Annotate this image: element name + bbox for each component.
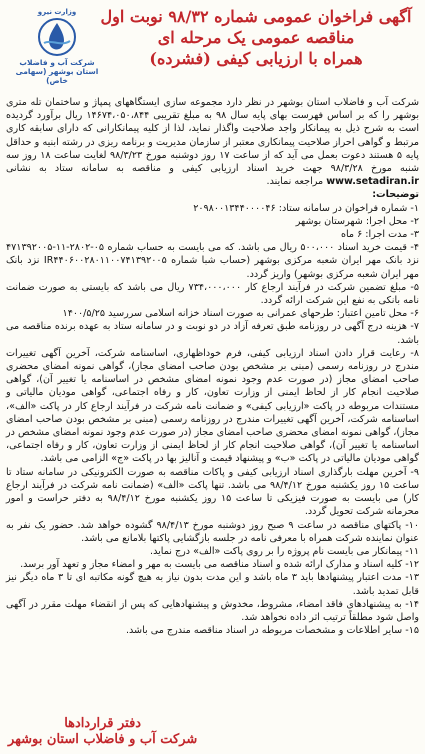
list-item: ۱- شماره فراخوان در سامانه ستاد: ۲۰۹۸۰۰۱۳۴۴۰۰۰۰۴۶ [193, 202, 419, 214]
notes-list [6, 202, 419, 638]
list-item: ۵- مبلغ تضمین شرکت در فرآیند ارجاع کار ۷۳۴،۰۰۰،۰۰۰ ریال می باشد که بایستی به صورت ضمانت نامه بانکی به نفع این شرکت ارائه گردد. [6, 281, 419, 307]
signature-line-1: دفتر قراردادها [64, 716, 142, 731]
intro-tail: مراجعه نمایند. [266, 176, 324, 188]
notice-title [97, 6, 415, 69]
water-drop-logo-icon [35, 17, 79, 57]
logo-company-sub: استان بوشهر (سهامی خاص) [15, 67, 99, 85]
notice-header [6, 4, 419, 96]
list-item: ۱۰- پاکتهای مناقصه در ساعت ۹ صبح روز دوشنبه مورخ ۹۸/۴/۱۳ گشوده خواهد شد. حضور یک نفر به عنوان نماینده شرکت همراه با معرفی نامه در جلسه بازگشایی پاکتها بلامانع می باشد. [6, 519, 419, 544]
logo-ministry-text: وزارت نیرو [37, 8, 77, 16]
intro-paragraph [6, 96, 419, 188]
list-item: ۲- محل اجرا: شهرستان بوشهر [295, 215, 419, 227]
company-logo [10, 8, 104, 85]
setad-url: www.setadiran.ir [326, 176, 419, 188]
notice-body [6, 96, 419, 637]
list-item: ۶- محل تامین اعتبار: طرحهای عمرانی به صورت اسناد خزانه اسلامی سررسید ۱۴۰۰/۵/۲۵ [62, 308, 419, 320]
list-item: ۱۳- مدت اعتبار پیشنهادها باید ۳ ماه باشد و این مدت بدون نیاز به هیچ گونه مکاتبه ای تا ۳ ماه دیگر نیز قابل تمدید باشد. [6, 572, 419, 597]
list-item: ۸- رعایت قرار دادن اسناد ارزیابی کیفی، فرم خوداظهاری، اساسنامه شرکت، آخرین آگهی تغییرات مندرج در روزنامه رسمی (مبنی بر مشخص بودن صاحب امضای مجاز)، گواهی نمونه امضای محضری صاحب امضای مجاز (در صورت عدم وجود نمونه امضای مشخص در اساسنامه یا تغییر آن)، گواهی صلاحیت انجام کار از لحاظ ایمنی از وزارت تعاون، کار و رفاه اجتماعی، گواهی مودیان مالیاتی و مستندات مربوطه در پاکت «ارزیابی کیفی» و ضمانت نامه شرکت در فرآیند ارجاع کار در پاکت «الف»، اساسنامه شرکت، آخرین آگهی تغییرات مندرج در روزنامه رسمی (مبنی بر مشخص بودن صاحب امضای مجاز)، گواهی نمونه امضای محضری صاحب امضای مجاز (در صورت عدم وجود نمونه امضای مشخص در اساسنامه یا تغییر آن)، گواهی صلاحیت انجام کار از لحاظ ایمنی از وزارت تعاون، کار و رفاه اجتماعی، گواهی مودیان مالیاتی در پاکت «ب» و پیشنهاد قیمت و آنالیز بها در پاکت «ج» الزامی می باشد. [6, 347, 419, 465]
list-item: ۳- مدت اجرا: ۶ ماه [340, 229, 419, 241]
title-line-2: مناقصه عمومی یک مرحله ای [157, 28, 355, 47]
list-item: ۱۱- پیمانکار می بایست نام پروژه را بر روی پاکت «الف» درج نماید. [150, 545, 419, 557]
signature-line-2: شرکت آب و فاضلاب استان بوشهر [8, 732, 198, 747]
list-item: ۴- قیمت خرید اسناد ۵۰۰،۰۰۰ ریال می باشد. که می بایست به حساب شماره ۰۵-۲۸۰۲-۱۱-۴۷۱۳۹۲۰۰۵ نزد بانک مهر ایران شعبه مرکزی بوشهر (حساب شبا شماره IR۴۴۰۶۰۰۲۸۰۱۱۰۰۷۴۱۳۹۲۰۰۵ نزد بانک مهر ایران شعبه مرکزی بوشهر) واریز گردد. [6, 242, 420, 280]
list-item: ۱۵- سایر اطلاعات و مشخصات مربوطه در اسناد مناقصه مندرج می باشد. [125, 625, 419, 637]
logo-company-name: شرکت آب و فاضلاب [19, 58, 95, 67]
list-item: ۱۴- به پیشنهادهای فاقد امضاء، مشروط، مخدوش و پیشنهادهایی که پس از انقضاء مهلت مقرر در آگهی واصل شود مطلقاً ترتیب اثر داده نخواهد شد. [6, 598, 419, 623]
list-item: ۱۲- کلیه اسناد و مدارک ارائه شده و اسناد مناقصه می بایست به مهر و امضاء مجاز و تعهد آور برسد. [20, 559, 419, 571]
title-line-3: همراه با ارزیابی کیفی (فشرده) [149, 49, 363, 68]
notes-title: توضیحات: [372, 189, 419, 201]
list-item: ۹- آخرین مهلت بارگذاری اسناد ارزیابی کیفی و پاکات مناقصه به صورت الکترونیکی در سامانه ستاد تا ساعت ۱۵ روز یکشنبه مورخ ۹۸/۴/۱۲ می باشد. تنها پاکت «الف» (ضمانت نامه شرکت در فرآیند ارجاع کار) می بایست به صورت فیزیکی تا ساعت ۱۵ روز یکشنبه مورخ ۹۸/۴/۱۲ به دفتر حراست و امور محرمانه شرکت تحویل گردد. [6, 466, 419, 518]
notice-signature [8, 716, 197, 748]
intro-text: شرکت آب و فاضلاب استان بوشهر در نظر دارد مجموعه سازی ایستگاههای پمپاژ و ساختمان تله متری بوشهر را که بر اساس فهرست بهای پایه سال ۹۸ به مبلغ تقریبی ۱۴۶۷۴،۰۵۰،۸۴۴ ریال برآورد گردیده است به شرح ذیل به پیمانکار واجد صلاحیت واگذار نماید، لذا از کلیه پیمانکارانی که دارای سابقه کاری مرتبط و گواهی احراز صلاحیت پیمانکاری معتبر از سازمان مدیریت و برنامه ریزی در رشته ابنیه و حداقل پایه ۵ هستند دعوت بعمل می آید که از ساعت ۱۷ روز دوشنبه مورخ ۹۸/۳/۲۳ لغایت ساعت ۱۸ روز سه شنبه مورخ ۹۸/۳/۲۸ جهت خرید اسناد ارزیابی کیفی و مناقصه به سامانه ستاد به نشانی [6, 97, 419, 175]
title-line-1: آگهی فراخوان عمومی شماره ۹۸/۳۲ نوبت اول [100, 7, 412, 26]
list-item: ۷- هزینه درج آگهی در روزنامه طبق تعرفه آزاد در دو نوبت و در سامانه ستاد به عهده برنده مناقصه می باشد. [6, 321, 419, 346]
